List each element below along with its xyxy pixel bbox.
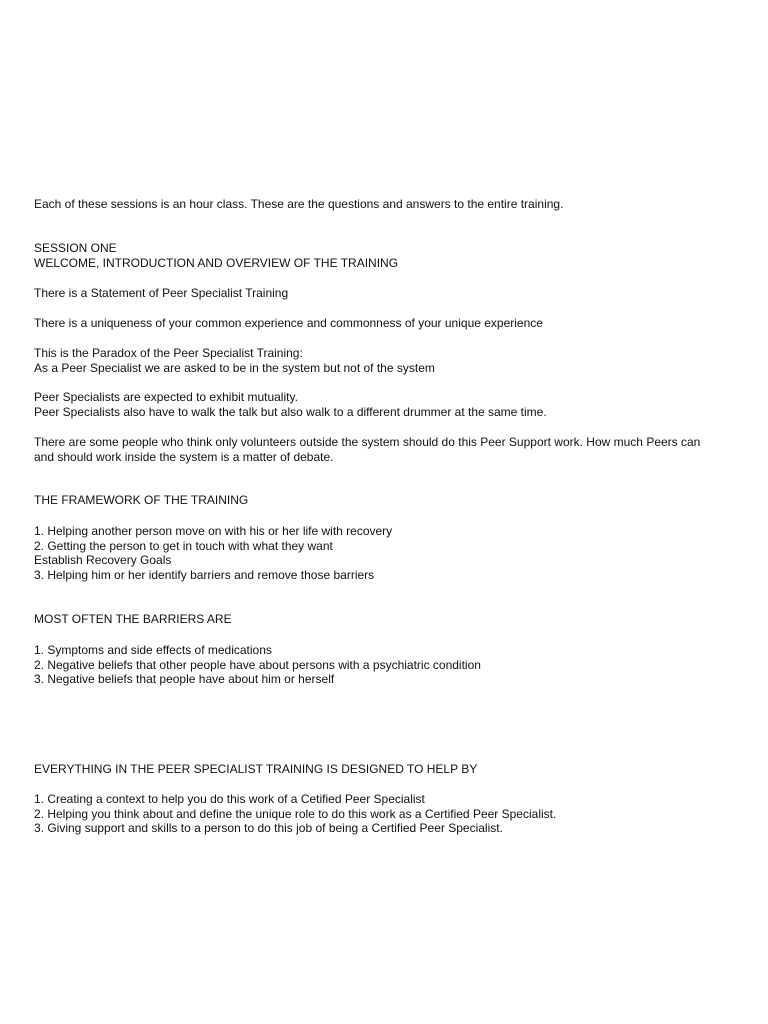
intro-paragraph	[34, 197, 734, 212]
paradox-text: As a Peer Specialist we are asked to be in the system but not of the system	[34, 360, 435, 375]
session-header	[34, 241, 734, 270]
list-item: 2. Getting the person to get in touch with what they want	[34, 538, 333, 553]
list-item: 3. Negative beliefs that people have about him or herself	[34, 672, 335, 687]
list-item: 1. Creating a context to help you do this work of a Cetified Peer Specialist	[34, 792, 425, 806]
framework-heading: THE FRAMEWORK OF THE TRAINING	[34, 493, 249, 507]
debate-line-2: and should work inside the system is a matter of debate.	[34, 449, 334, 464]
framework-list	[34, 524, 734, 582]
framework-heading-block	[34, 493, 734, 508]
uniqueness-text: There is a uniqueness of your common experience and commonness of your unique experience	[34, 316, 543, 330]
designed-heading-block	[34, 762, 734, 777]
paradox-paragraph	[34, 346, 734, 375]
designed-list	[34, 792, 734, 836]
list-item: 1. Symptoms and side effects of medications	[34, 643, 272, 657]
list-item: 2. Helping you think about and define the unique role to do this work as a Certified Peer Specialist.	[34, 806, 557, 821]
paradox-heading: This is the Paradox of the Peer Specialist Training:	[34, 346, 303, 360]
debate-line-1: There are some people who think only volunteers outside the system should do this Peer Support work. How much Peers can	[34, 435, 701, 449]
debate-paragraph	[34, 435, 734, 464]
intro-text: Each of these sessions is an hour class. These are the questions and answers to the entire training.	[34, 197, 564, 211]
list-item: 1. Helping another person move on with his or her life with recovery	[34, 524, 393, 538]
list-item: 2. Negative beliefs that other people have about persons with a psychiatric condition	[34, 657, 481, 672]
statement-text: There is a Statement of Peer Specialist Training	[34, 286, 289, 300]
designed-heading: EVERYTHING IN THE PEER SPECIALIST TRAINING IS DESIGNED TO HELP BY	[34, 762, 478, 776]
statement-paragraph	[34, 286, 734, 301]
list-item: 3. Giving support and skills to a person to do this job of being a Certified Peer Specialist.	[34, 821, 503, 836]
session-title: SESSION ONE	[34, 241, 117, 255]
barriers-heading-block	[34, 612, 734, 627]
uniqueness-paragraph	[34, 316, 734, 331]
barriers-list	[34, 643, 734, 687]
list-item: 3. Helping him or her identify barriers and remove those barriers	[34, 567, 375, 582]
mutuality-paragraph	[34, 390, 734, 419]
mutuality-text: Peer Specialists are expected to exhibit mutuality.	[34, 390, 298, 404]
session-subtitle: WELCOME, INTRODUCTION AND OVERVIEW OF THE TRAINING	[34, 255, 399, 270]
walk-talk-text: Peer Specialists also have to walk the talk but also walk to a different drummer at the same time.	[34, 404, 547, 419]
list-item: Establish Recovery Goals	[34, 553, 172, 568]
barriers-heading: MOST OFTEN THE BARRIERS ARE	[34, 612, 232, 626]
